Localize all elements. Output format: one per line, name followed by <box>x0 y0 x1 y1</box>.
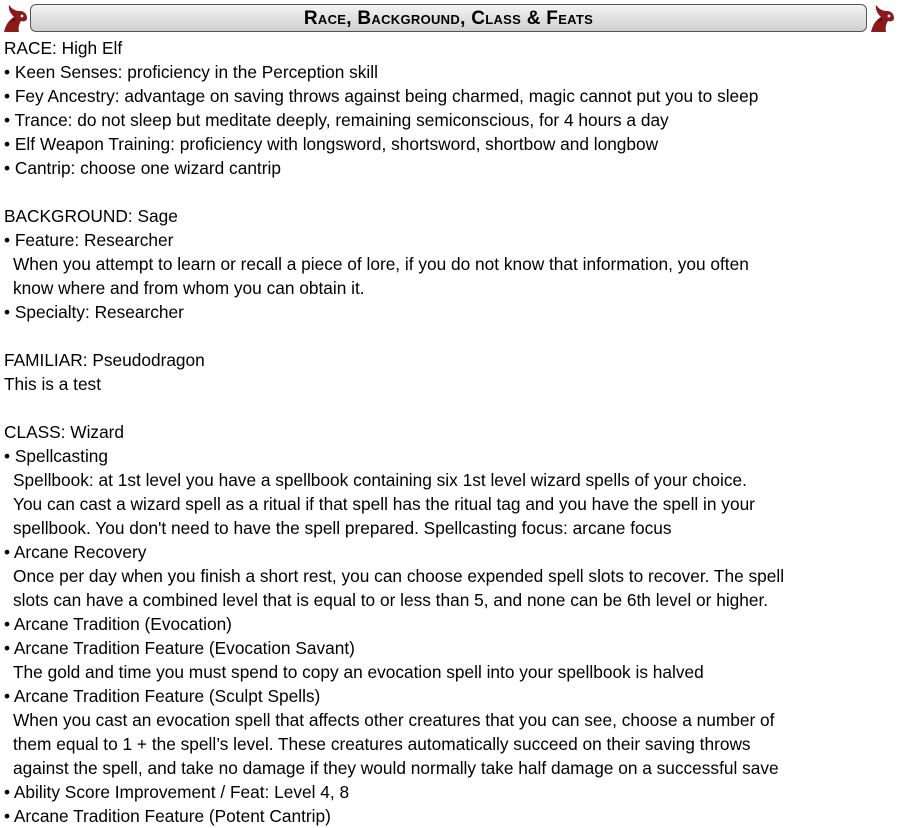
description-line: Once per day when you finish a short rest, you can choose expended spell slots to recover. The spell <box>13 566 785 586</box>
familiar-heading: FAMILIAR: Pseudodragon <box>4 350 205 370</box>
background-heading: BACKGROUND: Sage <box>4 206 178 226</box>
section-title: Race, Background, Class & Feats <box>303 8 594 29</box>
list-item: • Trance: do not sleep but meditate deeply, remaining semiconscious, for 4 hours a day <box>4 110 669 130</box>
description-line: slots can have a combined level that is equal to or less than 5, and none can be 6th level or higher. <box>13 590 769 610</box>
list-item: • Fey Ancestry: advantage on saving throws against being charmed, magic cannot put you to sleep <box>4 86 759 106</box>
description-line: You can cast a wizard spell as a ritual if that spell has the ritual tag and you have the spell in your <box>13 494 755 514</box>
list-item: • Arcane Recovery <box>4 542 147 562</box>
list-item: • Specialty: Researcher <box>4 302 184 322</box>
dragon-head-icon <box>0 2 30 35</box>
spacer <box>4 324 894 348</box>
description-line: know where and from whom you can obtain it. <box>13 278 365 298</box>
list-item: • Spellcasting <box>4 446 109 466</box>
list-item: • Elf Weapon Training: proficiency with longsword, shortsword, shortbow and longbow <box>4 134 659 154</box>
description-line: against the spell, and take no damage if they would normally take half damage on a successful save <box>13 758 779 778</box>
title-bar <box>30 4 867 32</box>
spacer <box>4 180 894 204</box>
content-body <box>4 36 894 828</box>
race-heading: RACE: High Elf <box>4 38 123 58</box>
list-item: • Ability Score Improvement / Feat: Level 4, 8 <box>4 782 350 802</box>
list-item: • Arcane Tradition (Evocation) <box>4 614 232 634</box>
description-line: spellbook. You don't need to have the spell prepared. Spellcasting focus: arcane focus <box>13 518 672 538</box>
spacer <box>4 396 894 420</box>
list-item: • Arcane Tradition Feature (Sculpt Spells) <box>4 686 321 706</box>
list-item: • Keen Senses: proficiency in the Perception skill <box>4 62 378 82</box>
description-line: When you cast an evocation spell that affects other creatures that you can see, choose a number of <box>13 710 775 730</box>
description-line: When you attempt to learn or recall a piece of lore, if you do not know that information, you often <box>13 254 749 274</box>
class-heading: CLASS: Wizard <box>4 422 125 442</box>
dragon-head-icon <box>867 2 897 35</box>
list-item: • Feature: Researcher <box>4 230 174 250</box>
list-item: • Arcane Tradition Feature (Potent Cantrip) <box>4 806 331 826</box>
section-header <box>0 2 897 35</box>
description-line: The gold and time you must spend to copy an evocation spell into your spellbook is halved <box>13 662 704 682</box>
list-item: • Cantrip: choose one wizard cantrip <box>4 158 281 178</box>
list-item: • Arcane Tradition Feature (Evocation Savant) <box>4 638 355 658</box>
description-line: them equal to 1 + the spell’s level. These creatures automatically succeed on their saving throws <box>13 734 751 754</box>
familiar-note: This is a test <box>4 374 101 394</box>
description-line: Spellbook: at 1st level you have a spellbook containing six 1st level wizard spells of your choice. <box>13 470 747 490</box>
